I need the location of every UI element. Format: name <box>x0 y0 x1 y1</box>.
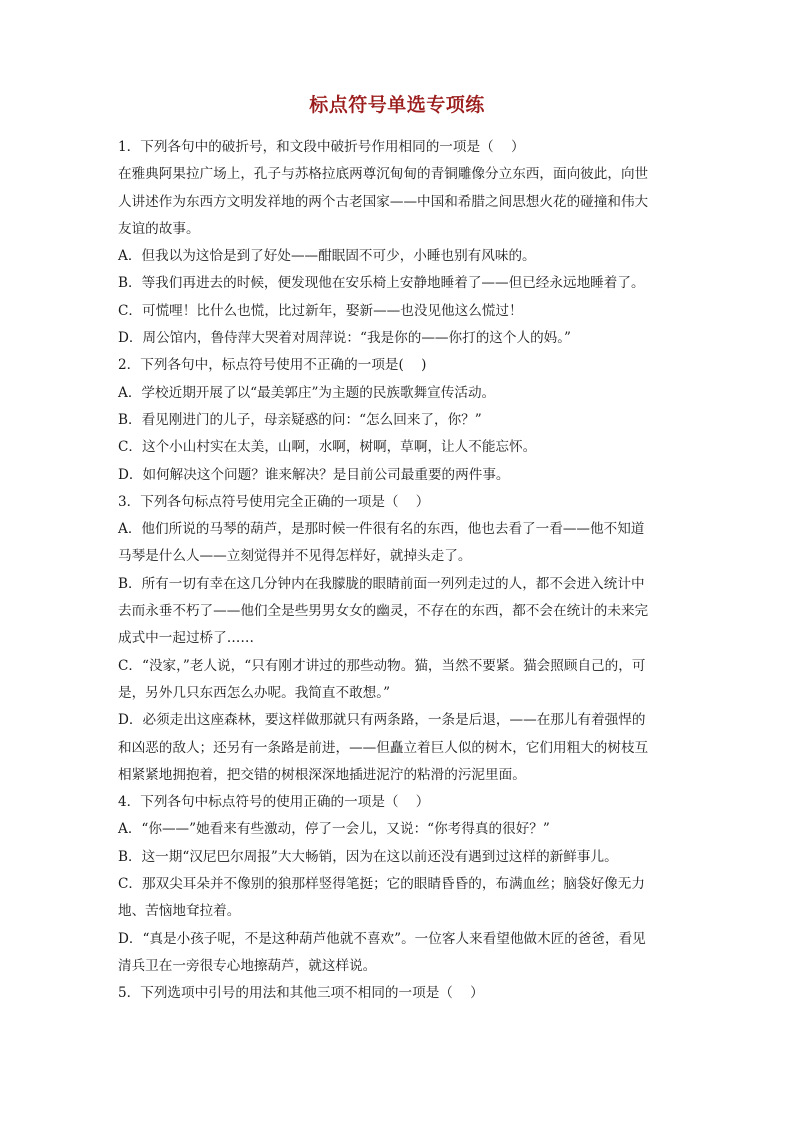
option-line: 是，另外几只东西怎么办呢。我简直不敢想。” <box>118 684 391 701</box>
option-line: A．他们所说的马琴的葫芦，是那时候一件很有名的东西，他也去看了一看——他不知道 <box>118 521 645 538</box>
option-line: D．如何解决这个问题？谁来解决？是目前公司最重要的两件事。 <box>118 466 510 483</box>
passage-line: 友谊的故事。 <box>118 220 200 237</box>
question-3-stem: 3．下列各句标点符号使用完全正确的一项是（ ） <box>118 493 430 510</box>
passage-line: 在雅典阿果拉广场上，孔子与苏格拉底两尊沉甸甸的青铜雕像分立东西，面向彼此，向世 <box>118 166 649 183</box>
option-line: A．学校近期开展了以“最美郭庄”为主题的民族歌舞宣传活动。 <box>118 384 496 401</box>
option-line: B．等我们再进去的时候，便发现他在安乐椅上安静地睡着了——但已经永远地睡着了。 <box>118 275 645 292</box>
option-line: 清兵卫在一旁很专心地擦葫芦，就这样说。 <box>118 957 377 974</box>
option-line: 和凶恶的敌人；还另有一条路是前进，——但矗立着巨人似的树木，它们用粗大的树枝互 <box>118 739 649 756</box>
option-line: 相紧紧地拥抱着，把交错的树根深深地插进泥泞的粘滑的污泥里面。 <box>118 766 526 783</box>
question-5-stem: 5．下列选项中引号的用法和其他三项不相同的一项是（ ） <box>118 985 484 1002</box>
question-2-stem: 2．下列各句中，标点符号使用不正确的一项是( ) <box>118 357 427 374</box>
option-line: 去而永垂不朽了——他们全是些男男女女的幽灵，不存在的东西，都不会在统计的未来完 <box>118 603 649 620</box>
option-line: 马琴是什么人——立刻觉得并不见得怎样好，就掉头走了。 <box>118 548 472 565</box>
option-line: B．看见刚进门的儿子，母亲疑惑的问：“怎么回来了，你？” <box>118 411 482 428</box>
option-line: C．这个小山村实在太美，山啊，水啊，树啊，草啊，让人不能忘怀。 <box>118 439 537 456</box>
document-body <box>118 134 676 1008</box>
option-line: 地、苦恼地耷拉着。 <box>118 903 241 920</box>
option-line: A．“你——”她看来有些激动，停了一会儿，又说：“你考得真的很好？” <box>118 821 550 838</box>
option-line: B．这一期“汉尼巴尔周报”大大畅销，因为在这以前还没有遇到过这样的新鲜事儿。 <box>118 848 618 865</box>
question-1-stem: 1．下列各句中的破折号，和文段中破折号作用相同的一项是（ ） <box>118 139 525 155</box>
document-page <box>118 92 676 1008</box>
option-line: D．必须走出这座森林，要这样做那就只有两条路，一条是后退，——在那儿有着强悍的 <box>118 712 646 729</box>
option-line: D．“真是小孩子呢，不是这种葫芦他就不喜欢”。一位客人来看望他做木匠的爸爸，看见 <box>118 930 646 947</box>
option-line: B．所有一切有幸在这几分钟内在我朦胧的眼睛前面一列列走过的人，都不会进入统计中 <box>118 575 645 592</box>
option-line: A．但我以为这恰是到了好处——酣眠固不可少，小睡也别有风味的。 <box>118 248 536 265</box>
option-line: 成式中一起过桥了…… <box>118 630 254 647</box>
option-line: D．周公馆内，鲁侍萍大哭着对周萍说：“我是你的——你打的这个人的妈。” <box>118 330 571 347</box>
option-line: C．那双尖耳朵并不像别的狼那样竖得笔挺；它的眼睛昏昏的，布满血丝；脑袋好像无力 <box>118 876 645 893</box>
option-line: C．可慌哩！比什么也慌，比过新年，娶新——也没见他这么慌过！ <box>118 302 523 319</box>
question-4-stem: 4．下列各句中标点符号的使用正确的一项是（ ） <box>118 794 430 811</box>
passage-line: 人讲述作为东西方文明发祥地的两个古老国家——中国和希腊之间思想火花的碰撞和伟大 <box>118 193 649 210</box>
page-title: 标点符号单选专项练 <box>309 94 485 116</box>
option-line: C．“没家，”老人说，“只有刚才讲过的那些动物。猫，当然不要紧。猫会照顾自己的，可 <box>118 657 646 674</box>
